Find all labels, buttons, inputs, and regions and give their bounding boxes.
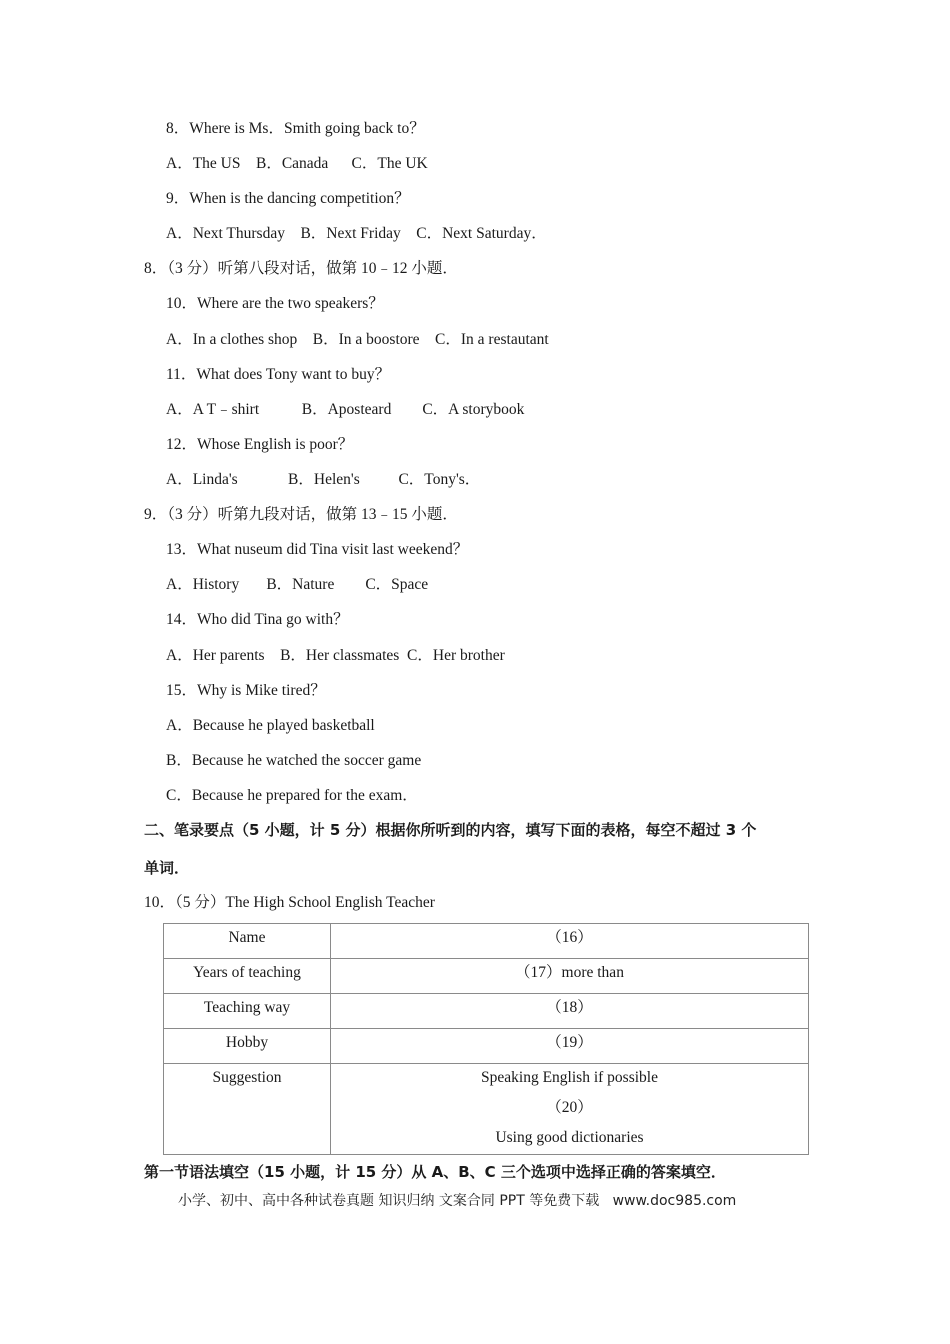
options-12: A．Linda's B．Helen's C．Tony's． <box>166 471 481 488</box>
row-label: Suggestion <box>164 1064 331 1155</box>
option-15a: A．Because he played basketball <box>166 717 375 734</box>
row-value: （19） <box>331 1029 809 1064</box>
row-label: Teaching way <box>164 994 331 1029</box>
options-14: A．Her parents B．Her classmates C．Her brother <box>166 647 505 664</box>
suggestion-line: Speaking English if possible <box>481 1069 658 1086</box>
question-8: 8．Where is Ms．Smith going back to？ <box>166 120 425 137</box>
footer-text: 小学、初中、高中各种试卷真题 知识归纳 文案合同 PPT 等免费下载 www.doc985.com <box>178 1193 737 1209</box>
row-label: Years of teaching <box>164 959 331 994</box>
options-10: A．In a clothes shop B．In a boostore C．In a restautant <box>166 331 549 348</box>
question-9: 9．When is the dancing competition？ <box>166 190 410 207</box>
option-15c: C．Because he prepared for the exam． <box>166 787 418 804</box>
question-14: 14．Who did Tina go with？ <box>166 611 349 628</box>
part-two-heading: 二、笔录要点（5 小题，计 5 分）根据你所听到的内容，填写下面的表格，每空不超过 3 个 <box>144 821 757 839</box>
table-row <box>164 1029 809 1064</box>
row-value: （18） <box>331 994 809 1029</box>
options-13: A．History B．Nature C．Space <box>166 576 429 593</box>
table-row <box>164 1064 809 1155</box>
option-15b: B．Because he watched the soccer game <box>166 752 422 769</box>
table-row <box>164 994 809 1029</box>
section-8-header: 8．（3 分）听第八段对话，做第 10﹣12 小题． <box>144 260 458 277</box>
notes-table <box>163 923 809 1155</box>
row-value: （16） <box>331 924 809 959</box>
row-value: （17）more than <box>331 959 809 994</box>
row-value <box>331 1064 809 1155</box>
options-9: A．Next Thursday B．Next Friday C．Next Saturday． <box>166 225 547 242</box>
question-10: 10．Where are the two speakers？ <box>166 295 384 312</box>
suggestion-line: （20） <box>546 1099 593 1116</box>
question-12: 12．Whose English is poor？ <box>166 436 354 453</box>
grammar-section-heading: 第一节语法填空（15 小题，计 15 分）从 A、B、C 三个选项中选择正确的答案填空． <box>144 1163 726 1181</box>
row-label: Hobby <box>164 1029 331 1064</box>
row-label: Name <box>164 924 331 959</box>
table-row <box>164 924 809 959</box>
question-10-title: 10．（5 分）The High School English Teacher <box>144 894 435 911</box>
table-row <box>164 959 809 994</box>
section-9-header: 9．（3 分）听第九段对话，做第 13﹣15 小题． <box>144 506 458 523</box>
options-8: A．The US B．Canada C．The UK <box>166 155 428 172</box>
part-two-heading-cont: 单词． <box>144 859 190 877</box>
options-11: A．A T﹣shirt B．Aposteard C．A storybook <box>166 401 525 418</box>
question-11: 11．What does Tony want to buy？ <box>166 366 391 383</box>
suggestion-line: Using good dictionaries <box>495 1129 644 1146</box>
question-15: 15．Why is Mike tired？ <box>166 682 326 699</box>
question-13: 13．What nuseum did Tina visit last weekend？ <box>166 541 469 558</box>
